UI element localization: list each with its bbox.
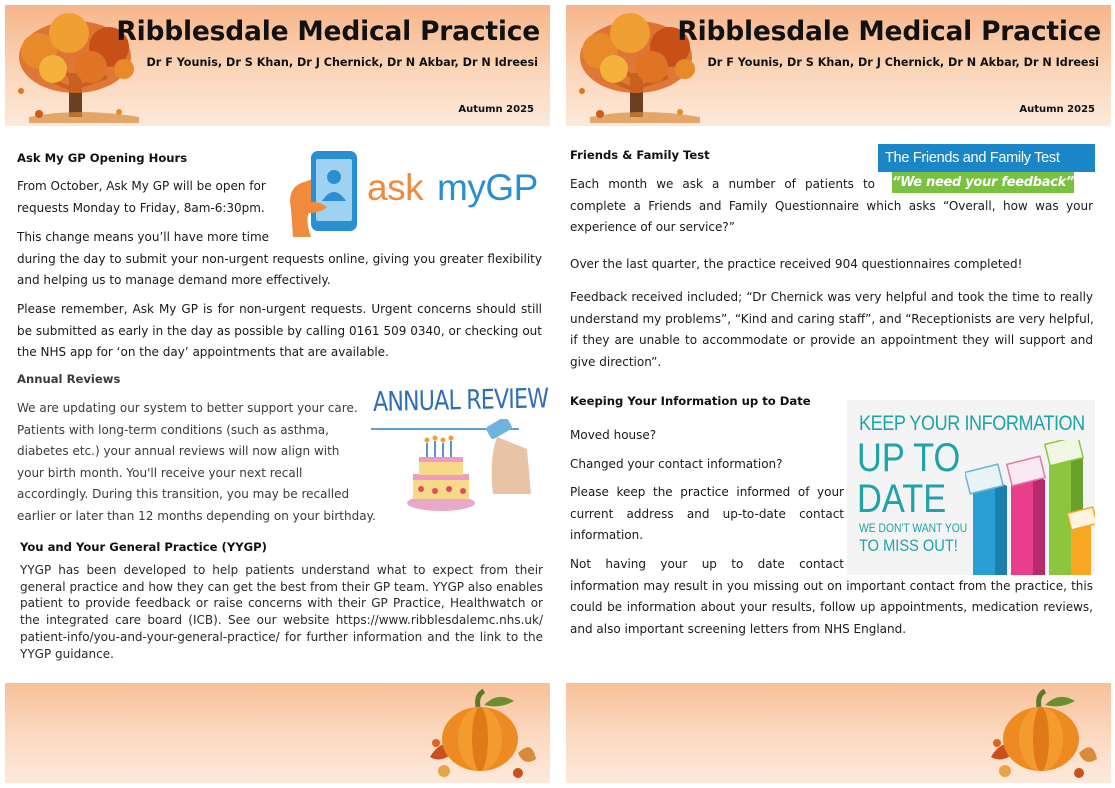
askmygp-logo bbox=[287, 149, 542, 239]
yygp-text: YYGP has been developed to help patients understand what to expect from their general practice and how they can get the best from their GP team. YYGP also enables patient to provide feedback or raise concerns with their GP Practice, Healthwatch or the integrated care board (ICB). See our website https://www.ribblesdalemc.nhs.uk/ patient-info/you-and-your-general-practice/ for further information and the link to the YYGP guidance. bbox=[20, 563, 543, 661]
info-q1: Moved house? bbox=[570, 428, 657, 442]
fft-heading: Friends & Family Test bbox=[570, 148, 710, 162]
annual-reviews-text: We are updating our system to better support your care. Patients with long-term conditions (such as asthma, diabetes etc.) your annual reviews will now align with your birth month. You'll receive your next recall accordingly. During this transition, you may be recalled earlier or later than 12 months depending on your birthday. bbox=[17, 401, 376, 523]
practice-title: Ribblesdale Medical Practice bbox=[677, 16, 1101, 47]
askmygp-logo-mygp: myGP bbox=[437, 167, 538, 208]
fft-para3: Feedback received included; “Dr Chernick was very helpful and took the time to really understand my problems”, “Kind and caring staff”, and “Receptionists are very helpful, if they are unable to accommodate or provide an appointment they will support and give direction”. bbox=[570, 290, 1094, 369]
fft-badge-title: The Friends and Family Test bbox=[878, 144, 1095, 172]
page-header bbox=[5, 5, 550, 126]
practice-title: Ribblesdale Medical Practice bbox=[116, 16, 540, 47]
fft-para2: Over the last quarter, the practice received 904 questionnaires completed! bbox=[570, 257, 1023, 271]
newsletter-page-left bbox=[5, 5, 550, 783]
annual-reviews-heading: Annual Reviews bbox=[17, 372, 121, 386]
askmygp-heading: Ask My GP Opening Hours bbox=[17, 151, 188, 165]
newsletter-page-right bbox=[566, 5, 1111, 783]
info-q2: Changed your contact information? bbox=[570, 457, 783, 471]
pumpkin-icon bbox=[983, 687, 1099, 781]
askmygp-logo-ask: ask bbox=[367, 167, 424, 208]
fft-para1: Each month we ask a number of patients to complete a Friends and Family Questionnaire which asks “Overall, how was your experience of our service?” bbox=[570, 177, 1093, 235]
phone-hand-icon bbox=[287, 149, 367, 239]
info-para2: Not having your up to date contact information may result in you missing out on important contact from the practice, this could be information about your results, follow up appointments, medication reviews, and also important screening letters from NHS England. bbox=[570, 557, 1093, 636]
info-heading: Keeping Your Information up to Date bbox=[570, 394, 811, 408]
edition-label: Autumn 2025 bbox=[1019, 104, 1095, 115]
pumpkin-icon bbox=[422, 687, 538, 781]
birthday-cake-icon bbox=[369, 419, 534, 514]
page-footer bbox=[566, 683, 1111, 783]
info-para1: Please keep the practice informed of your current address and up-to-date contact information. bbox=[570, 485, 844, 543]
annual-review-image-text: ANNUAL REVIEW bbox=[372, 383, 549, 418]
askmygp-para1: From October, Ask My GP will be open for requests Monday to Friday, 8am-6:30pm. bbox=[17, 179, 266, 215]
doctors-list: Dr F Younis, Dr S Khan, Dr J Chernick, Dr N Akbar, Dr N Idreesi bbox=[707, 56, 1099, 69]
askmygp-para3: Please remember, Ask My GP is for non-urgent requests. Urgent concerns should still be submitted as early in the day as possible by calling 0161 509 0340, or checking out the NHS app for ‘on the day’ appointments that are available. bbox=[17, 302, 542, 360]
page-header bbox=[566, 5, 1111, 126]
fft-badge-subtitle: “We need your feedback” bbox=[892, 172, 1074, 193]
edition-label: Autumn 2025 bbox=[458, 104, 534, 115]
doctors-list: Dr F Younis, Dr S Khan, Dr J Chernick, Dr N Akbar, Dr N Idreesi bbox=[146, 56, 538, 69]
askmygp-para2: This change means you’ll have more time during the day to submit your non-urgent requests online, giving you greater flexibility and helping us to manage demand more effectively. bbox=[17, 230, 542, 288]
yygp-heading: You and Your General Practice (YYGP) bbox=[20, 540, 267, 554]
keep-info-image: KEEP YOUR INFORMATION UP TO DATE WE DON'T WANT YOU TO MISS OUT! bbox=[847, 400, 1095, 575]
page-footer bbox=[5, 683, 550, 783]
